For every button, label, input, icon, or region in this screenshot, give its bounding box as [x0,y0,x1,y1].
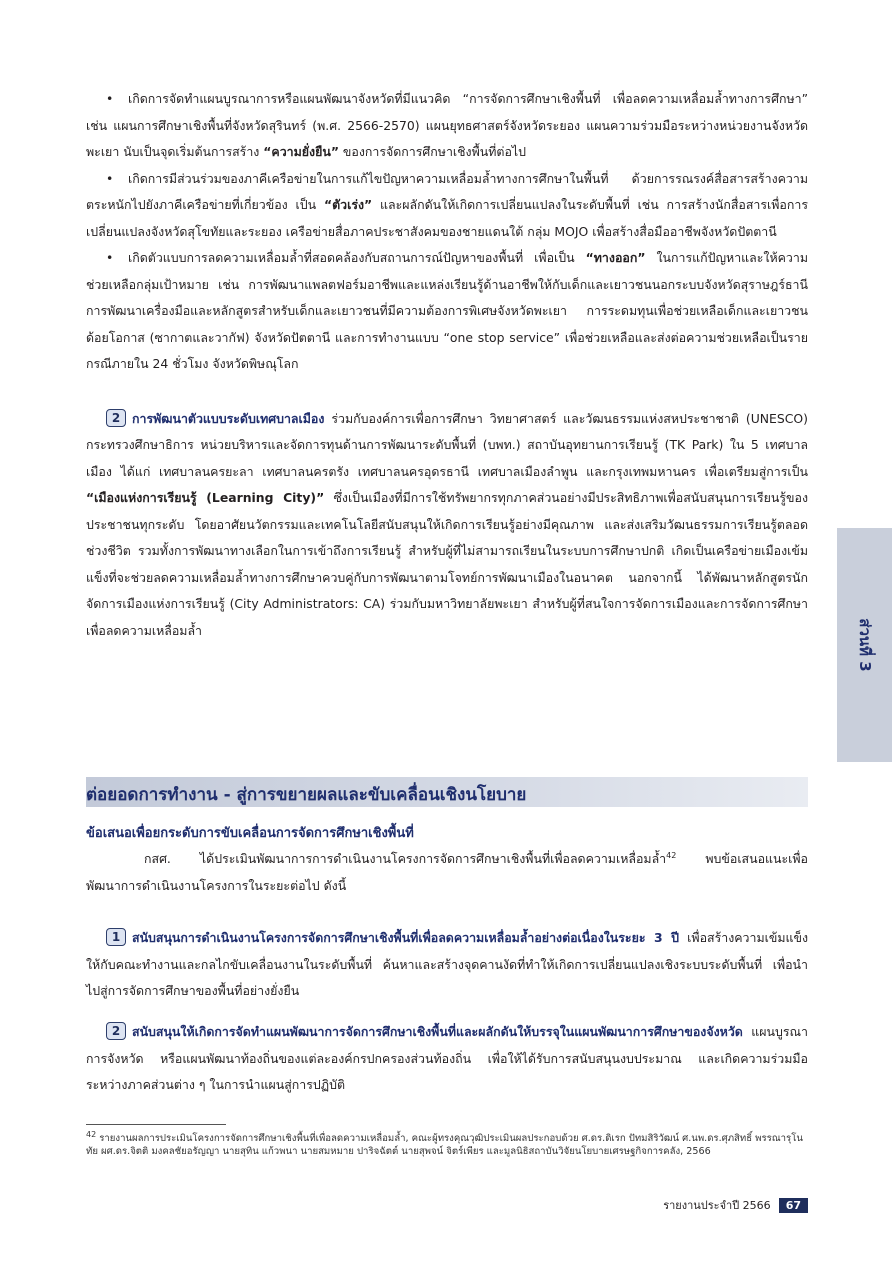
section-banner [86,777,808,807]
recommendation-heading: สนับสนุนการดำเนินงานโครงการจัดการศึกษาเชิงพื้นที่เพื่อลดความเหลื่อมล้ำอย่างต่อเนื่องในระยะ 3 ปี [132,930,680,945]
bullet-item: • เกิดตัวแบบการลดความเหลื่อมล้ำที่สอดคล้องกับสถานการณ์ปัญหาของพื้นที่ เพื่อเป็น “ทางออก” ในการแก้ปัญหาและให้ความช่วยเหลือกลุ่มเป้าหมาย เช่น การพัฒนาแพลตฟอร์มอาชีพและแหล่งเรียนรู้ด้านอาชีพให้กับเด็กและเยาวชนนอกระบบจังหวัดสุราษฎร์ธานี การพัฒนาเครื่องมือและหลักสูตรสำหรับเด็กและเยาวชนที่มีความต้องการพิเศษจังหวัดพะเยา การระดมทุนเพื่อช่วยเหลือเด็กและเยาวชนด้อยโอกาส (ซากาตและวากัฟ) จังหวัดปัตตานี และการทำงานแบบ “one stop service” เพื่อช่วยเหลือและส่งต่อความช่วยเหลือเป็นรายกรณีภายใน 24 ชั่วโมง จังหวัดพิษณุโลก [86,245,808,378]
bullet-marker: • [106,170,114,186]
page-footer [663,1196,808,1214]
bullet-item: • เกิดการมีส่วนร่วมของภาคีเครือข่ายในการแก้ไขปัญหาความเหลื่อมล้ำทางการศึกษาในพื้นที่ ด้วยการรณรงค์สื่อสารสร้างความตระหนักไปยังภาคีเครือข่ายที่เกี่ยวข้อง เป็น “ตัวเร่ง” และผลักดันให้เกิดการเปลี่ยนแปลงในระดับพื้นที่ เช่น การสร้างนักสื่อสารเพื่อการเปลี่ยนแปลงจังหวัดสุโขทัยและระยอง เครือข่ายสื่อภาคประชาสังคมของชายแดนใต้ กลุ่ม MOJO เพื่อสร้างสื่อมืออาชีพจังหวัดปัตตานี [86,166,808,246]
section-heading: การพัฒนาตัวแบบระดับเทศบาลเมือง [132,410,325,426]
recommendation-1: 1 สนับสนุนการดำเนินงานโครงการจัดการศึกษาเชิงพื้นที่เพื่อลดความเหลื่อมล้ำอย่างต่อเนื่องในระยะ 3 ปี เพื่อสร้างความเข้มแข็งให้กับคณะทำงานและกลไกขับเคลื่อนงานในระดับพื้นที่ ค้นหาและสร้างจุดคานงัดที่ทำให้เกิดการเปลี่ยนแปลงเชิงระบบระดับพื้นที่ เพื่อนำไปสู่การจัดการศึกษาของพื้นที่อย่างยั่งยืน [86,930,808,998]
page-number: 67 [779,1198,808,1213]
footnote-number: 42 [86,1129,97,1139]
banner-title: ต่อยอดการทำงาน - สู่การขยายผลและขับเคลื่อนเชิงนโยบาย [86,785,527,805]
subheading: ข้อเสนอเพื่อยกระดับการขับเคลื่อนการจัดการศึกษาเชิงพื้นที่ [86,826,414,841]
recommendation-number-badge: 1 [106,928,126,946]
footnote-ref: 42 [666,850,677,860]
recommendation-heading: สนับสนุนให้เกิดการจัดทำแผนพัฒนาการจัดการศึกษาเชิงพื้นที่และผลักดันให้บรรจุในแผนพัฒนาการศึกษาของจังหวัด [132,1024,743,1039]
body-text [86,86,808,644]
recommendation-number-badge: 2 [106,1022,126,1040]
bullet-marker: • [106,91,114,106]
footnote: $^{42}$ รายงานผลการประเมินโครงการจัดการศึกษาเชิงพื้นที่เพื่อลดความเหลื่อมล้ำ, คณะผู้ทรงคุณวุฒิประเมินผลประกอบด้วย ศ.ดร.ดิเรก ปัทมสิริวัฒน์ ศ.นพ.ดร.ศุภสิทธิ์ พรรณารุโนทัย ผศ.ดร.จิตติ มงคลชัยอรัญญา นายสุทิน แก้วพนา นายสมหมาย ปาริจฉัตต์ นายสุพจน์ จิตร์เพียร และมูลนิธิสถาบันวิจัยนโยบายเศรษฐกิจการคลัง, 2566 [86,1129,803,1157]
section-number-badge: 2 [106,409,126,427]
report-title: รายงานประจำปี 2566 [663,1199,771,1212]
side-tab-label: ส่วนที่ 3 [855,618,874,672]
section-learning-city: 2 การพัฒนาตัวแบบระดับเทศบาลเมือง ร่วมกับองค์การเพื่อการศึกษา วิทยาศาสตร์ และวัฒนธรรมแห่งสหประชาชาติ (UNESCO) กระทรวงศึกษาธิการ หน่วยบริหารและจัดการทุนด้านการพัฒนาระดับพื้นที่ (บพท.) สถาบันอุทยานการเรียนรู้ (TK Park) ใน 5 เทศบาลเมือง ได้แก่ เทศบาลนครยะลา เทศบาลนครตรัง เทศบาลนครอุดรธานี เทศบาลเมืองลำพูน และกรุงเทพมหานคร เพื่อเตรียมสู่การเป็น “เมืองแห่งการเรียนรู้ (Learning City)” ซึ่งเป็นเมืองที่มีการใช้ทรัพยากรทุกภาคส่วนอย่างมีประสิทธิภาพเพื่อสนับสนุนการเรียนรู้ของประชาชนทุกระดับ โดยอาศัยนวัตกรรมและเทคโนโลยีสนับสนุนให้เกิดการเรียนรู้อย่างมีคุณภาพ และส่งเสริมวัฒนธรรมการเรียนรู้ตลอดช่วงชีวิต รวมทั้งการพัฒนาทางเลือกในการเข้าถึงการเรียนรู้ สำหรับผู้ที่ไม่สามารถเรียนในระบบการศึกษาปกติ เกิดเป็นเครือข่ายเมืองเข้มแข็งที่จะช่วยลดความเหลื่อมล้ำทางการศึกษาควบคู่กับการพัฒนาตามโจทย์การพัฒนาเมืองในอนาคต นอกจากนี้ ได้พัฒนาหลักสูตรนักจัดการเมืองแห่งการเรียนรู้ (City Administrators: CA) ร่วมกับมหาวิทยาลัยพะเยา สำหรับผู้ที่สนใจการจัดการเมืองและการจัดการศึกษาเพื่อลดความเหลื่อมล้ำ [86,410,808,638]
section-side-tab [837,528,892,762]
recommendation-2: 2 สนับสนุนให้เกิดการจัดทำแผนพัฒนาการจัดการศึกษาเชิงพื้นที่และผลักดันให้บรรจุในแผนพัฒนาการศึกษาของจังหวัด แผนบูรณาการจังหวัด หรือแผนพัฒนาท้องถิ่นของแต่ละองค์กรปกครองส่วนท้องถิ่น เพื่อให้ได้รับการสนับสนุนงบประมาณ และเกิดความร่วมมือระหว่างภาคส่วนต่าง ๆ ในการนำแผนสู่การปฏิบัติ [86,1024,808,1092]
intro-paragraph: กสศ. ได้ประเมินพัฒนาการการดำเนินงานโครงการจัดการศึกษาเชิงพื้นที่เพื่อลดความเหลื่อมล้ำ$^{42}$ พบข้อเสนอแนะเพื่อพัฒนาการดำเนินงานโครงการในระยะต่อไป ดังนี้ [86,850,808,893]
bullet-marker: • [106,250,114,265]
footnote-divider [86,1124,226,1125]
bullet-item: • เกิดการจัดทำแผนบูรณาการหรือแผนพัฒนาจังหวัดที่มีแนวคิด “การจัดการศึกษาเชิงพื้นที่ เพื่อลดความเหลื่อมล้ำทางการศึกษา” เช่น แผนการศึกษาเชิงพื้นที่จังหวัดสุรินทร์ (พ.ศ. 2566-2570) แผนยุทธศาสตร์จังหวัดระยอง แผนความร่วมมือระหว่างหน่วยงานจังหวัดพะเยา นับเป็นจุดเริ่มต้นการสร้าง “ความยั่งยืน” ของการจัดการศึกษาเชิงพื้นที่ต่อไป [86,86,808,166]
